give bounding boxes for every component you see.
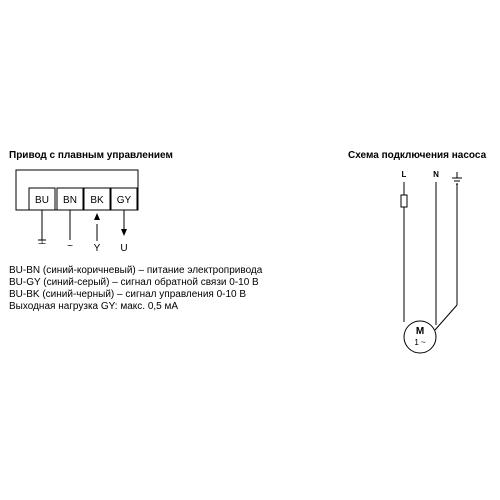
description-line: BU-GY (синий-серый) – сигнал обратной связи 0-10 В — [9, 277, 259, 288]
arrow-down-icon — [121, 229, 127, 236]
terminal-label-bn: BN — [63, 195, 77, 206]
terminal-label-gy: GY — [116, 195, 132, 206]
description-line: Выходная нагрузка GY: макс. 0,5 мА — [9, 301, 179, 312]
ground-label: ⊥ — [37, 236, 47, 247]
terminal-label-bk: BK — [90, 195, 104, 206]
wire-description — [9, 265, 262, 313]
description-line: BU-BK (синий-черный) – сигнал управления 0-10 В — [9, 289, 247, 300]
signal-u-label: U — [120, 243, 128, 254]
line-pe-diagonal — [435, 305, 457, 330]
actuator-title: Привод с плавным управлением — [9, 150, 173, 161]
line-n-label: N — [433, 170, 439, 179]
description-line: BU-BN (синий-коричневый) – питание электропривода — [9, 265, 263, 276]
fuse-symbol — [401, 195, 407, 207]
terminal-label-bu: BU — [35, 195, 49, 206]
ac-label: ~ — [67, 241, 73, 252]
signal-y-label: Y — [93, 243, 101, 254]
line-l-label: L — [401, 170, 407, 179]
motor-phase-label: 1 ~ — [414, 338, 426, 347]
arrow-up-icon — [94, 213, 100, 220]
pump-wiring-title: Схема подключения насоса — [348, 150, 487, 161]
motor-label: M — [415, 326, 425, 337]
